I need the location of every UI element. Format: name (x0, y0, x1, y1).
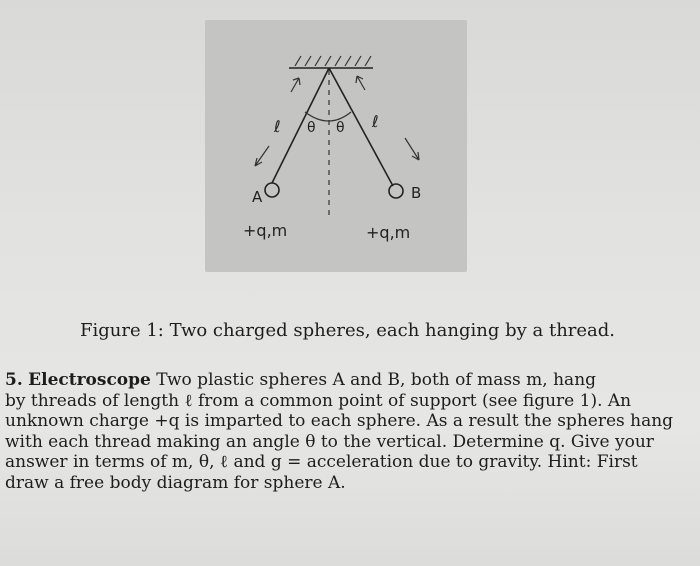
sphere-b (389, 184, 403, 198)
figure-caption: Figure 1: Two charged spheres, each hanging by a thread. (80, 320, 616, 341)
length-label-left: ℓ (274, 117, 281, 136)
problem-line-1 (5, 370, 685, 391)
problem-line-2: by threads of length ℓ from a common point of support (see figure 1). An (5, 390, 632, 411)
sphere-a-charge-mass: +q,m (243, 221, 288, 240)
sphere-a-label: A (252, 188, 263, 206)
problem-line-5: answer in terms of m, θ, ℓ and g = acceleration due to gravity. Hint: First (5, 452, 638, 472)
sphere-b-charge-mass: +q,m (366, 223, 411, 242)
sphere-a (265, 183, 279, 197)
arrow-down-left-icon (255, 146, 269, 166)
problem-5 (5, 370, 685, 493)
arrow-up-left-icon (291, 78, 300, 92)
arrow-down-right-icon (405, 138, 419, 160)
theta-label-left: θ (307, 120, 316, 136)
figure-1 (205, 20, 467, 272)
problem-line-3: unknown charge +q is imparted to each sphere. As a result the spheres hang (5, 411, 674, 431)
problem-text-1: Two plastic spheres A and B, both of mass m, hang (150, 370, 597, 390)
problem-line-6: draw a free body diagram for sphere A. (5, 472, 346, 493)
theta-label-right: θ (336, 120, 345, 136)
sphere-b-label: B (411, 184, 422, 202)
length-label-right: ℓ (372, 112, 379, 131)
problem-title: Electroscope (28, 370, 151, 390)
arrow-up-right-icon (356, 76, 365, 90)
pendulum-diagram (205, 20, 467, 272)
problem-line-4: with each thread making an angle θ to the vertical. Determine q. Give your (5, 431, 654, 452)
problem-number: 5. (5, 370, 23, 390)
ceiling-hatch (295, 56, 371, 66)
